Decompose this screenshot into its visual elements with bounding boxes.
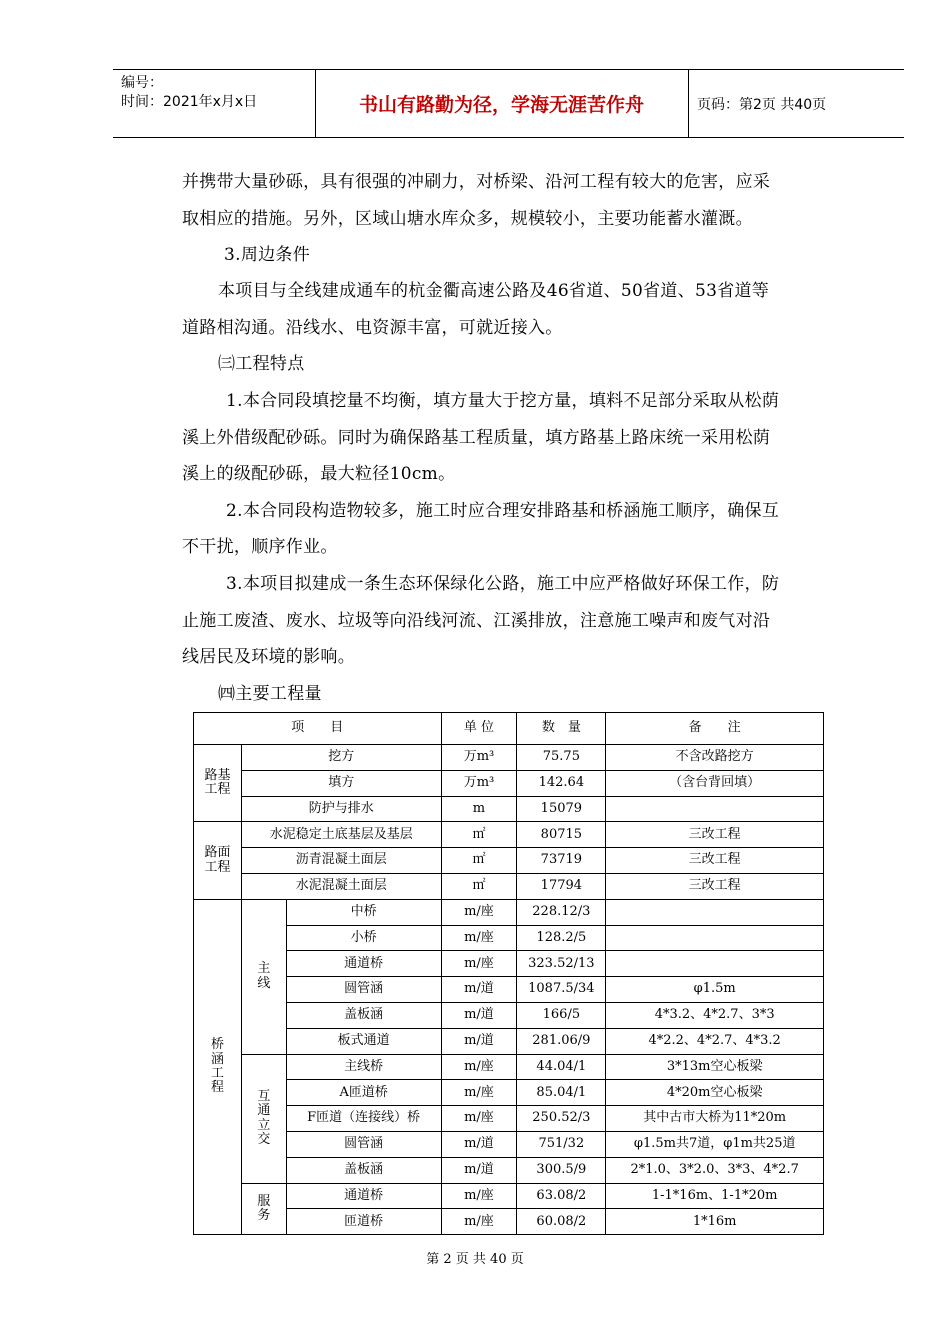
group-pavement: 路面 工程	[194, 822, 242, 899]
cell-unit: ㎡	[441, 822, 517, 848]
cell-note: φ1.5m	[606, 977, 824, 1003]
cell-note	[606, 925, 824, 951]
cell-item: 填方	[241, 770, 441, 796]
cell-qty: 228.12/3	[517, 899, 606, 925]
table-row	[194, 796, 824, 822]
cell-unit: m/座	[441, 951, 517, 977]
cell-item: 水泥稳定土底基层及基层	[241, 822, 441, 848]
cell-qty: 751/32	[517, 1131, 606, 1157]
group-bridge: 桥 涵 工 程	[194, 899, 242, 1234]
cell-note: 三改工程	[606, 873, 824, 899]
table-row	[194, 873, 824, 899]
cell-note	[606, 796, 824, 822]
cell-item: 水泥混凝土面层	[241, 873, 441, 899]
table-row	[194, 1002, 824, 1028]
cell-qty: 85.04/1	[517, 1080, 606, 1106]
cell-note: 3*13m空心板梁	[606, 1054, 824, 1080]
cell-item: 盖板涵	[286, 1002, 441, 1028]
table-row	[194, 1028, 824, 1054]
body-line: 2.本合同段构造物较多，施工时应合理安排路基和桥涵施工顺序，确保互	[226, 501, 780, 521]
cell-qty: 15079	[517, 796, 606, 822]
body-line: 道路相沟通。沿线水、电资源丰富，可就近接入。	[182, 318, 563, 338]
cell-unit: 万m³	[441, 770, 517, 796]
cell-note: 三改工程	[606, 822, 824, 848]
cell-qty: 300.5/9	[517, 1157, 606, 1183]
cell-unit: m/道	[441, 977, 517, 1003]
body-line: 并携带大量砂砾，具有很强的冲刷力，对桥梁、沿河工程有较大的危害，应采	[182, 172, 771, 192]
cell-unit: ㎡	[441, 848, 517, 874]
table-row	[194, 1157, 824, 1183]
quantities-table	[193, 712, 824, 1235]
page-header	[113, 69, 904, 138]
table-row	[194, 1106, 824, 1132]
cell-note: 不含改路挖方	[606, 745, 824, 771]
cell-unit: ㎡	[441, 873, 517, 899]
cell-item: 中桥	[286, 899, 441, 925]
body-line: 取相应的措施。另外，区域山塘水库众多，规模较小，主要功能蓄水灌溉。	[182, 209, 753, 229]
body-line: 线居民及环境的影响。	[182, 647, 355, 667]
cell-qty: 128.2/5	[517, 925, 606, 951]
cell-note	[606, 899, 824, 925]
cell-qty: 142.64	[517, 770, 606, 796]
cell-item: F匝道（连接线）桥	[286, 1106, 441, 1132]
cell-unit: m/道	[441, 1131, 517, 1157]
cell-qty: 80715	[517, 822, 606, 848]
cell-unit: m/道	[441, 1157, 517, 1183]
section-heading: 3.周边条件	[224, 245, 311, 265]
cell-qty: 73719	[517, 848, 606, 874]
table-row	[194, 899, 824, 925]
table-row	[194, 1131, 824, 1157]
table-row	[194, 1209, 824, 1235]
cell-note: 4*3.2、4*2.7、3*3	[606, 1002, 824, 1028]
table-row	[194, 925, 824, 951]
cell-qty: 323.52/13	[517, 951, 606, 977]
cell-qty: 60.08/2	[517, 1209, 606, 1235]
number-label: 编号：	[121, 75, 163, 91]
cell-qty: 44.04/1	[517, 1054, 606, 1080]
cell-unit: m	[441, 796, 517, 822]
table-row	[194, 770, 824, 796]
cell-unit: m/座	[441, 1106, 517, 1132]
table-row	[194, 1183, 824, 1209]
body-line: 不干扰，顺序作业。	[182, 537, 338, 557]
body-line: 3.本项目拟建成一条生态环保绿化公路，施工中应严格做好环保工作，防	[226, 574, 780, 594]
cell-unit: m/道	[441, 1002, 517, 1028]
cell-unit: m/座	[441, 1183, 517, 1209]
body-line: 1.本合同段填挖量不均衡，填方量大于挖方量，填料不足部分采取从松荫	[226, 391, 780, 411]
cell-item: 通道桥	[286, 1183, 441, 1209]
cell-unit: m/道	[441, 1028, 517, 1054]
subgroup-interchange: 互 通 立 交	[241, 1054, 286, 1183]
cell-item: A匝道桥	[286, 1080, 441, 1106]
cell-qty: 250.52/3	[517, 1106, 606, 1132]
cell-item: 挖方	[241, 745, 441, 771]
group-roadbed: 路基 工程	[194, 745, 242, 822]
table-row	[194, 745, 824, 771]
cell-note: 2*1.0、3*2.0、3*3、4*2.7	[606, 1157, 824, 1183]
table-row	[194, 848, 824, 874]
cell-unit: m/座	[441, 1080, 517, 1106]
table-row	[194, 1054, 824, 1080]
section-heading: ㈣主要工程量	[218, 684, 322, 704]
table-header-row	[194, 713, 824, 745]
header-item: 项 目	[194, 713, 442, 745]
cell-unit: m/座	[441, 925, 517, 951]
cell-unit: m/座	[441, 899, 517, 925]
cell-item: 防护与排水	[241, 796, 441, 822]
body-line: 溪上外借级配砂砾。同时为确保路基工程质量，填方路基上路床统一采用松荫	[182, 428, 771, 448]
body-line: 溪上的级配砂砾，最大粒径10cm。	[182, 464, 456, 484]
cell-note: 1*16m	[606, 1209, 824, 1235]
cell-unit: m/座	[441, 1054, 517, 1080]
page-footer: 第 2 页 共 40 页	[426, 1252, 524, 1267]
subgroup-service: 服 务	[241, 1183, 286, 1235]
body-line: 止施工废渣、废水、垃圾等向沿线河流、江溪排放，注意施工噪声和废气对沿	[182, 611, 771, 631]
cell-item: 圆管涵	[286, 977, 441, 1003]
cell-qty: 17794	[517, 873, 606, 899]
table-row	[194, 977, 824, 1003]
cell-note: φ1.5m共7道，φ1m共25道	[606, 1131, 824, 1157]
body-line: 本项目与全线建成通车的杭金衢高速公路及46省道、50省道、53省道等	[218, 281, 770, 301]
cell-item: 通道桥	[286, 951, 441, 977]
cell-item: 圆管涵	[286, 1131, 441, 1157]
cell-item: 盖板涵	[286, 1157, 441, 1183]
cell-qty: 75.75	[517, 745, 606, 771]
header-qty: 数 量	[517, 713, 606, 745]
cell-note: 1-1*16m、1-1*20m	[606, 1183, 824, 1209]
cell-item: 匝道桥	[286, 1209, 441, 1235]
header-slogan: 书山有路勤为径，学海无涯苦作舟	[315, 70, 689, 137]
cell-qty: 63.08/2	[517, 1183, 606, 1209]
cell-note: 三改工程	[606, 848, 824, 874]
table-row	[194, 822, 824, 848]
cell-unit: m/座	[441, 1209, 517, 1235]
cell-note	[606, 951, 824, 977]
cell-qty: 1087.5/34	[517, 977, 606, 1003]
cell-item: 小桥	[286, 925, 441, 951]
cell-note: （含台背回填）	[606, 770, 824, 796]
header-page-label: 页码：第2页 共40页	[697, 96, 827, 113]
cell-note: 其中古市大桥为11*20m	[606, 1106, 824, 1132]
cell-note: 4*2.2、4*2.7、4*3.2	[606, 1028, 824, 1054]
header-unit: 单 位	[441, 713, 517, 745]
time-label: 时间：2021年x月x日	[121, 94, 258, 110]
table-row	[194, 1080, 824, 1106]
section-heading: ㈢工程特点	[218, 354, 305, 374]
header-meta	[113, 70, 316, 137]
header-note: 备 注	[606, 713, 824, 745]
cell-qty: 166/5	[517, 1002, 606, 1028]
cell-item: 主线桥	[286, 1054, 441, 1080]
table-row	[194, 951, 824, 977]
cell-item: 沥青混凝土面层	[241, 848, 441, 874]
cell-unit: 万m³	[441, 745, 517, 771]
cell-qty: 281.06/9	[517, 1028, 606, 1054]
cell-note: 4*20m空心板梁	[606, 1080, 824, 1106]
subgroup-mainline: 主 线	[241, 899, 286, 1054]
cell-item: 板式通道	[286, 1028, 441, 1054]
